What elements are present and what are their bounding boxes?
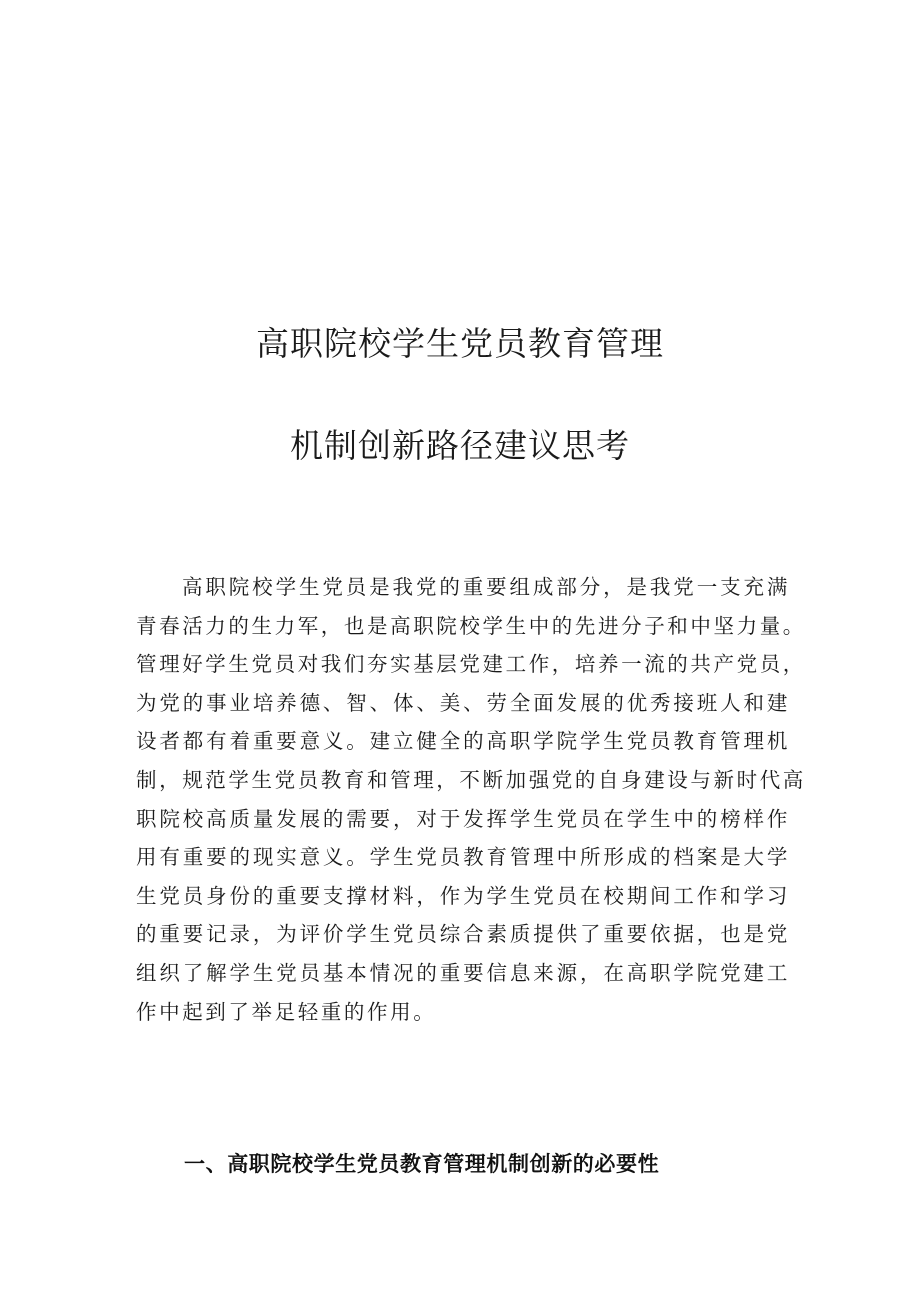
paragraph-line: 高职院校学生党员是我党的重要组成部分，是我党一支充满 [182,575,790,599]
document-title-line-1: 高职院校学生党员教育管理 [256,324,664,363]
document-title-line-2: 机制创新路径建议思考 [290,426,630,465]
paragraph-line: 制，规范学生党员教育和管理，不断加强党的自身建设与新时代高 [136,767,806,792]
paragraph-line: 生党员身份的重要支撑材料，作为学生党员在校期间工作和学习 [136,883,790,908]
paragraph-line: 为党的事业培养德、智、体、美、劳全面发展的优秀接班人和建 [136,690,790,715]
paragraph-line: 作中起到了举足轻重的作用。 [136,999,437,1024]
paragraph-line: 组织了解学生党员基本情况的重要信息来源，在高职学院党建工 [136,960,790,985]
paragraph-line: 用有重要的现实意义。学生党员教育管理中所形成的档案是大学 [136,845,790,870]
paragraph-line: 职院校高质量发展的需要，对于发挥学生党员在学生中的榜样作 [136,806,790,831]
paragraph-line: 管理好学生党员对我们夯实基层党建工作，培养一流的共产党员， [136,652,806,677]
paragraph-line: 设者都有着重要意义。建立健全的高职学院学生党员教育管理机 [136,729,790,754]
section-heading: 一、高职院校学生党员教育管理机制创新的必要性 [184,1152,660,1176]
intro-paragraph [136,568,806,1031]
paragraph-line: 青春活力的生力军，也是高职院校学生中的先进分子和中坚力量。 [136,613,806,638]
paragraph-line: 的重要记录，为评价学生党员综合素质提供了重要依据，也是党 [136,922,790,947]
